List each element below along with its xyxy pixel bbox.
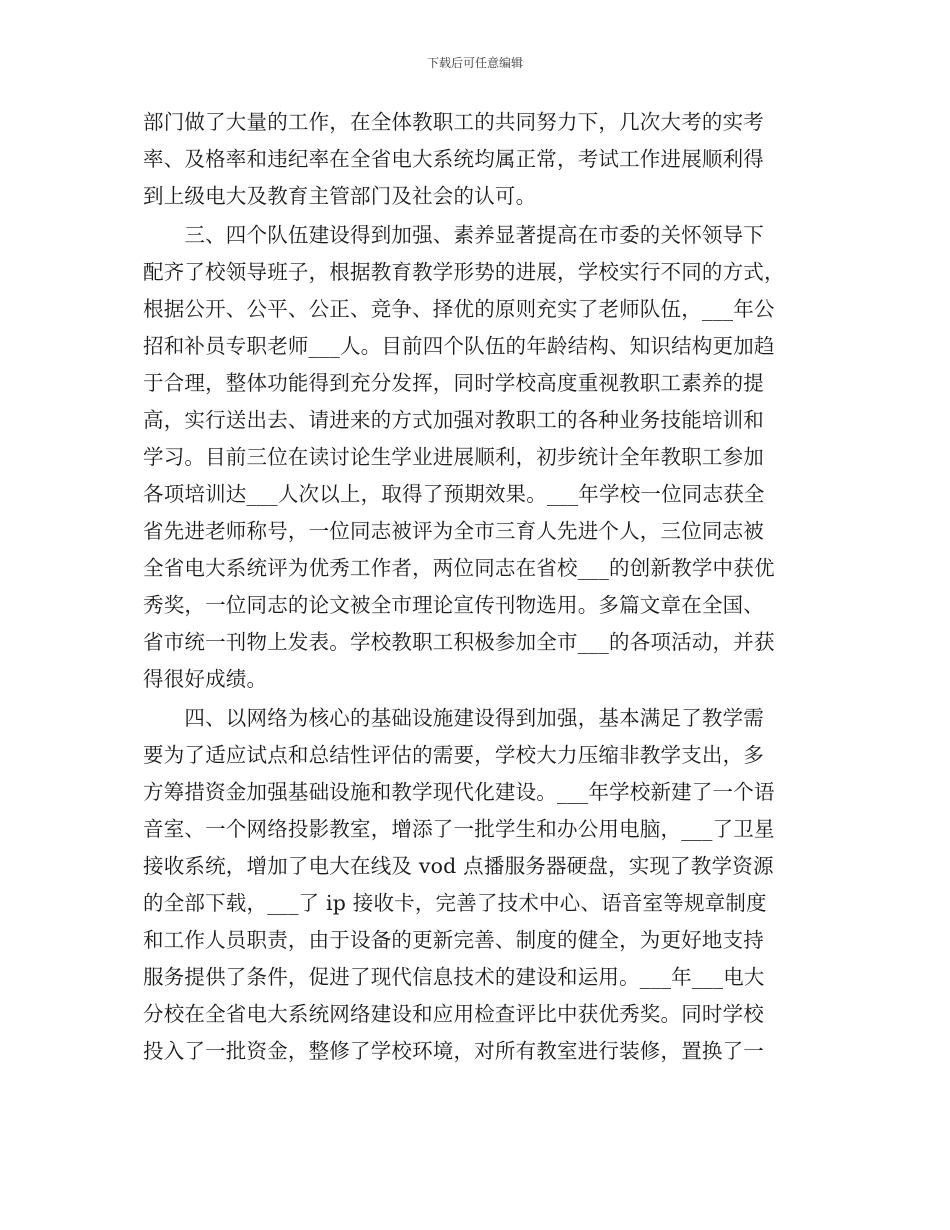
text-line: 要为了适应试点和总结性评估的需要，学校大力压缩非教学支出，多 bbox=[143, 743, 764, 767]
text-line: 音室、一个网络投影教室，增添了一批学生和办公用电脑，___了卫星 bbox=[143, 817, 775, 841]
text-line: 方筹措资金加强基础设施和教学现代化建设。___年学校新建了一个语 bbox=[143, 780, 775, 804]
text-line: 服务提供了条件，促进了现代信息技术的建设和运用。___年___电大 bbox=[143, 965, 765, 989]
text-line: 得很好成绩。 bbox=[143, 667, 268, 691]
text-line: 投入了一批资金，整修了学校环境，对所有教室进行装修，置换了一 bbox=[143, 1039, 764, 1063]
text-line: 到上级电大及教育主管部门及社会的认可。 bbox=[143, 184, 537, 208]
text-line: 三、四个队伍建设得到加强、素养显著提高在市委的关怀领导下 bbox=[143, 223, 764, 247]
text-line: 各项培训达___人次以上，取得了预期效果。___年学校一位同志获全 bbox=[143, 482, 765, 506]
text-line: 分校在全省电大系统网络建设和应用检查评比中获优秀奖。同时学校 bbox=[143, 1002, 764, 1026]
text-line: 根据公开、公平、公正、竞争、择优的原则充实了老师队伍，___年公 bbox=[143, 297, 775, 321]
text-line: 配齐了校领导班子，根据教育教学形势的进展，学校实行不同的方式， bbox=[143, 260, 785, 284]
page-header-note: 下载后可任意编辑 bbox=[426, 56, 523, 70]
text-line: 于合理，整体功能得到充分发挥，同时学校高度重视教职工素养的提 bbox=[143, 371, 764, 395]
text-line: 率、及格率和违纪率在全省电大系统均属正常，考试工作进展顺利得 bbox=[143, 147, 764, 171]
text-line: 省市统一刊物上发表。学校教职工积极参加全市___的各项活动，并获 bbox=[143, 630, 775, 654]
text-line: 省先进老师称号，一位同志被评为全市三育人先进个人，三位同志被 bbox=[143, 519, 764, 543]
text-line: 全省电大系统评为优秀工作者，两位同志在省校___的创新教学中获优 bbox=[143, 556, 775, 580]
text-line: 接收系统，增加了电大在线及 vod 点播服务器硬盘，实现了教学资源 bbox=[143, 854, 774, 878]
text-line: 高，实行送出去、请进来的方式加强对教职工的各种业务技能培训和 bbox=[143, 408, 764, 432]
text-line: 招和补员专职老师___人。目前四个队伍的年龄结构、知识结构更加趋 bbox=[143, 334, 775, 358]
text-line: 的全部下载，___了 ip 接收卡，完善了技术中心、语音室等规章制度 bbox=[143, 891, 767, 915]
text-line: 学习。目前三位在读讨论生学业进展顺利，初步统计全年教职工参加 bbox=[143, 445, 764, 469]
text-line: 秀奖，一位同志的论文被全市理论宣传刊物选用。多篇文章在全国、 bbox=[143, 593, 764, 617]
text-line: 和工作人员职责，由于设备的更新完善、制度的健全，为更好地支持 bbox=[143, 928, 764, 952]
document-body bbox=[143, 104, 811, 1070]
text-line: 四、以网络为核心的基础设施建设得到加强，基本满足了教学需 bbox=[143, 706, 764, 730]
text-line: 部门做了大量的工作，在全体教职工的共同努力下，几次大考的实考 bbox=[143, 110, 764, 134]
